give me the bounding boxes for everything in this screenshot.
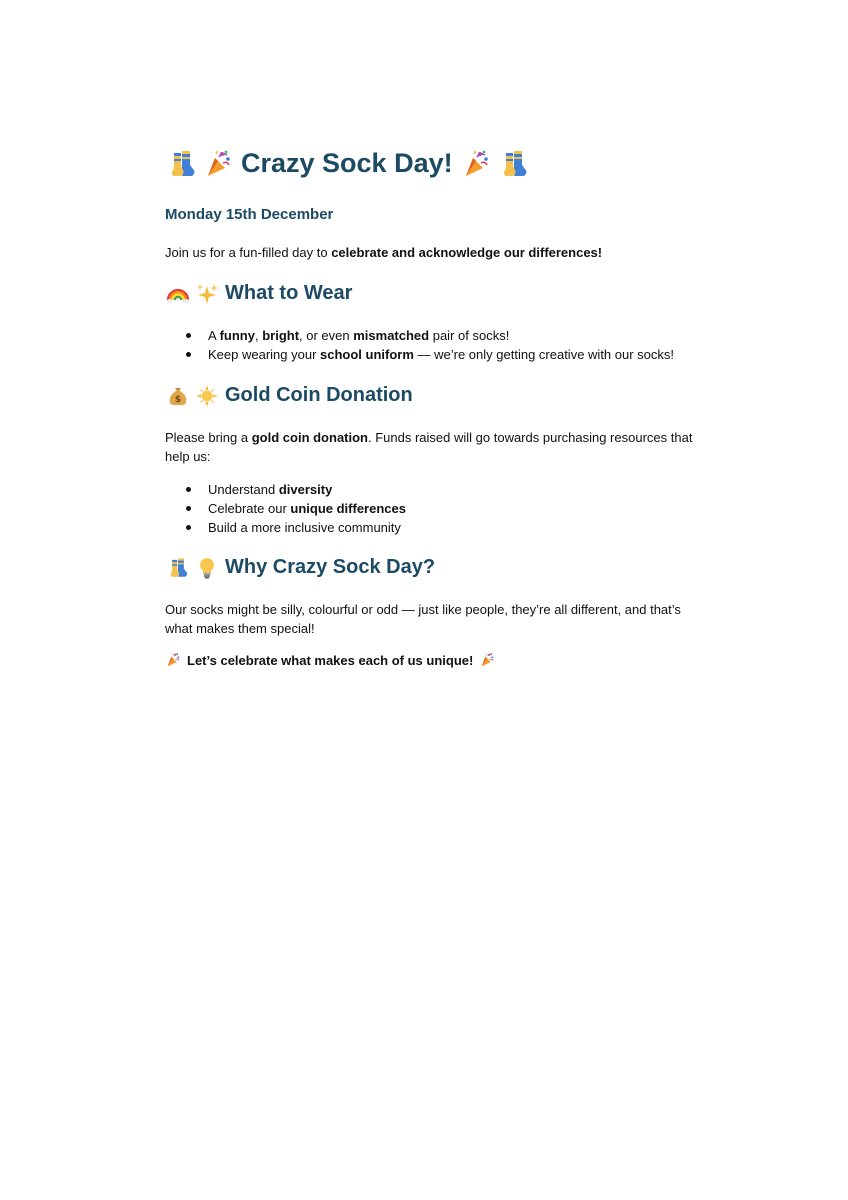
party-popper-icon xyxy=(479,652,495,668)
list-item: Build a more inclusive community xyxy=(165,518,725,537)
why-paragraph: Our socks might be silly, colourful or odd — just like people, they’re all different, and that’s what makes them special! xyxy=(165,602,681,636)
money-bag-icon xyxy=(167,385,189,407)
list-item: Keep wearing your school uniform — we’re only getting creative with our socks! xyxy=(165,345,725,364)
page-title xyxy=(169,148,527,179)
list-item: A funny, bright, or even mismatched pair of socks! xyxy=(165,326,725,345)
donation-heading: Gold Coin Donation xyxy=(167,384,413,407)
sun-icon xyxy=(196,385,218,407)
light-bulb-icon xyxy=(196,557,218,579)
socks-icon xyxy=(501,149,527,179)
intro-paragraph: Join us for a fun-filled day to celebrate and acknowledge our differences! xyxy=(165,245,603,260)
event-date: Monday 15th December xyxy=(165,206,334,223)
list-item: Celebrate our unique differences xyxy=(165,499,725,518)
why-heading: Why Crazy Sock Day? xyxy=(167,556,435,579)
donation-paragraph: Please bring a gold coin donation. Funds raised will go towards purchasing resources that help us: xyxy=(165,430,693,464)
what-to-wear-list xyxy=(165,326,725,364)
party-popper-icon xyxy=(205,149,231,179)
socks-icon xyxy=(169,149,195,179)
closing-line: Let’s celebrate what makes each of us unique! xyxy=(165,652,495,668)
socks-icon xyxy=(167,557,189,579)
sparkles-icon xyxy=(196,283,218,305)
page-title-text: Crazy Sock Day! xyxy=(241,148,453,178)
list-item: Understand diversity xyxy=(165,480,725,499)
party-popper-icon xyxy=(463,149,489,179)
party-popper-icon xyxy=(165,652,181,668)
what-to-wear-heading: What to Wear xyxy=(167,282,352,305)
donation-list xyxy=(165,480,725,537)
rainbow-icon xyxy=(167,283,189,305)
